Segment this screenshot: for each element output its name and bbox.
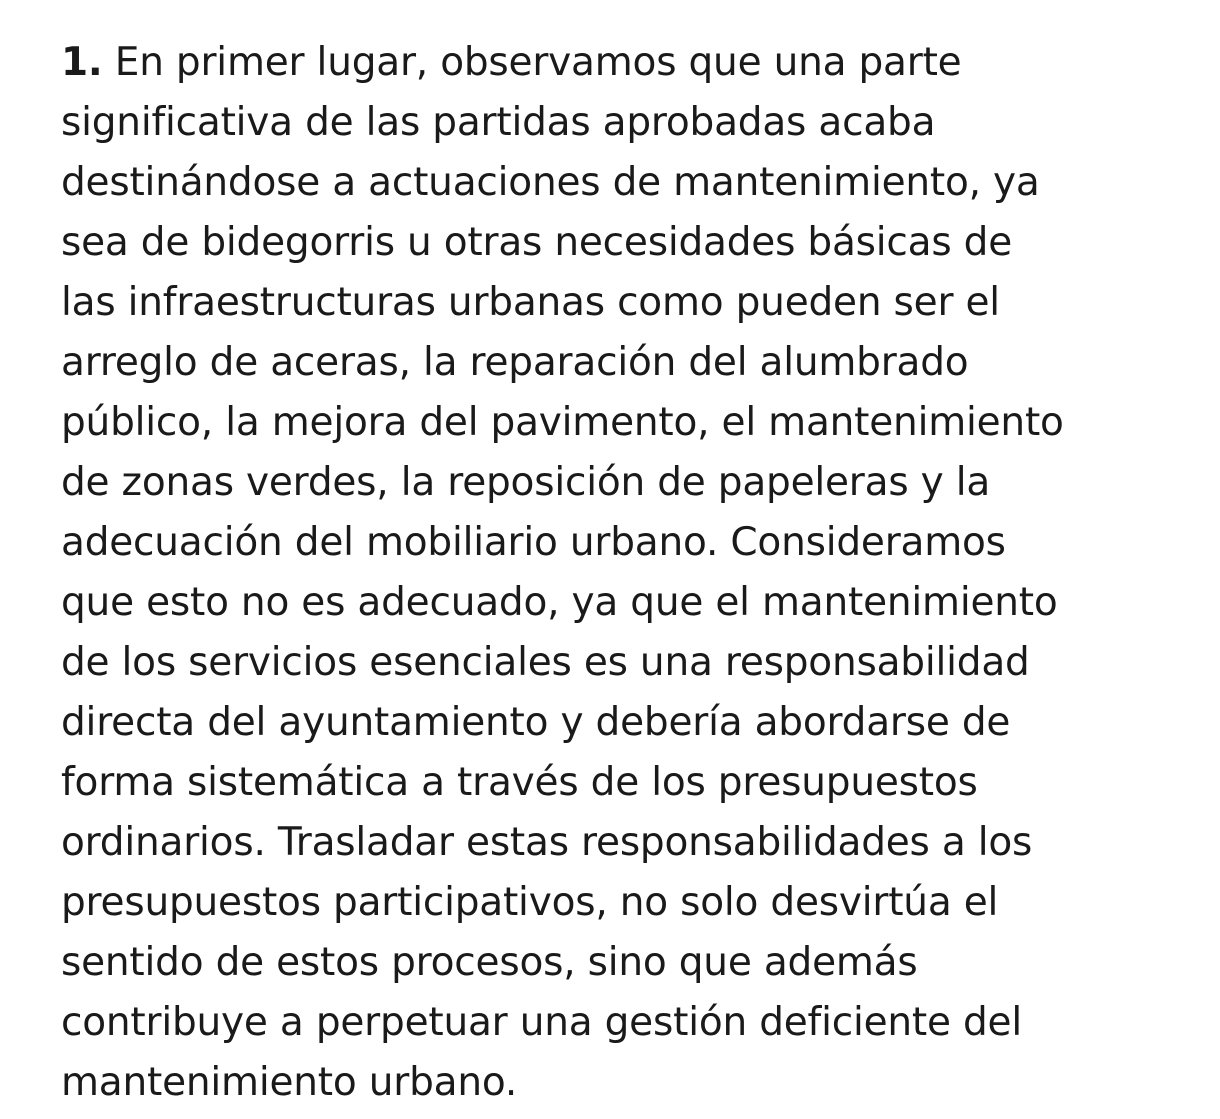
paragraph-line: ordinarios. Trasladar estas responsabilidades a los xyxy=(61,820,1033,865)
numbered-paragraph xyxy=(61,33,1181,1113)
paragraph-line: de los servicios esenciales es una responsabilidad xyxy=(61,640,1030,685)
paragraph-line: sea de bidegorris u otras necesidades básicas de xyxy=(61,220,1013,265)
paragraph-line-text: En primer lugar, observamos que una parte xyxy=(102,40,962,85)
paragraph-line xyxy=(61,33,1181,93)
paragraph-line: que esto no es adecuado, ya que el mantenimiento xyxy=(61,580,1058,625)
paragraph-line: presupuestos participativos, no solo desvirtúa el xyxy=(61,880,999,925)
paragraph-line: las infraestructuras urbanas como pueden ser el xyxy=(61,280,1000,325)
paragraph-line: destinándose a actuaciones de mantenimiento, ya xyxy=(61,160,1040,205)
paragraph-line: significativa de las partidas aprobadas acaba xyxy=(61,100,936,145)
paragraph-line: público, la mejora del pavimento, el mantenimiento xyxy=(61,400,1064,445)
paragraph-line: adecuación del mobiliario urbano. Consideramos xyxy=(61,520,1006,565)
paragraph-line: forma sistemática a través de los presupuestos xyxy=(61,760,978,805)
paragraph-line: arreglo de aceras, la reparación del alumbrado xyxy=(61,340,969,385)
paragraph-number: 1. xyxy=(61,40,103,85)
paragraph-line: directa del ayuntamiento y debería abordarse de xyxy=(61,700,1011,745)
paragraph-line: sentido de estos procesos, sino que además xyxy=(61,940,918,985)
paragraph-line: contribuye a perpetuar una gestión deficiente del xyxy=(61,1000,1022,1045)
paragraph-line: mantenimiento urbano. xyxy=(61,1060,518,1105)
paragraph-line: de zonas verdes, la reposición de papeleras y la xyxy=(61,460,991,505)
